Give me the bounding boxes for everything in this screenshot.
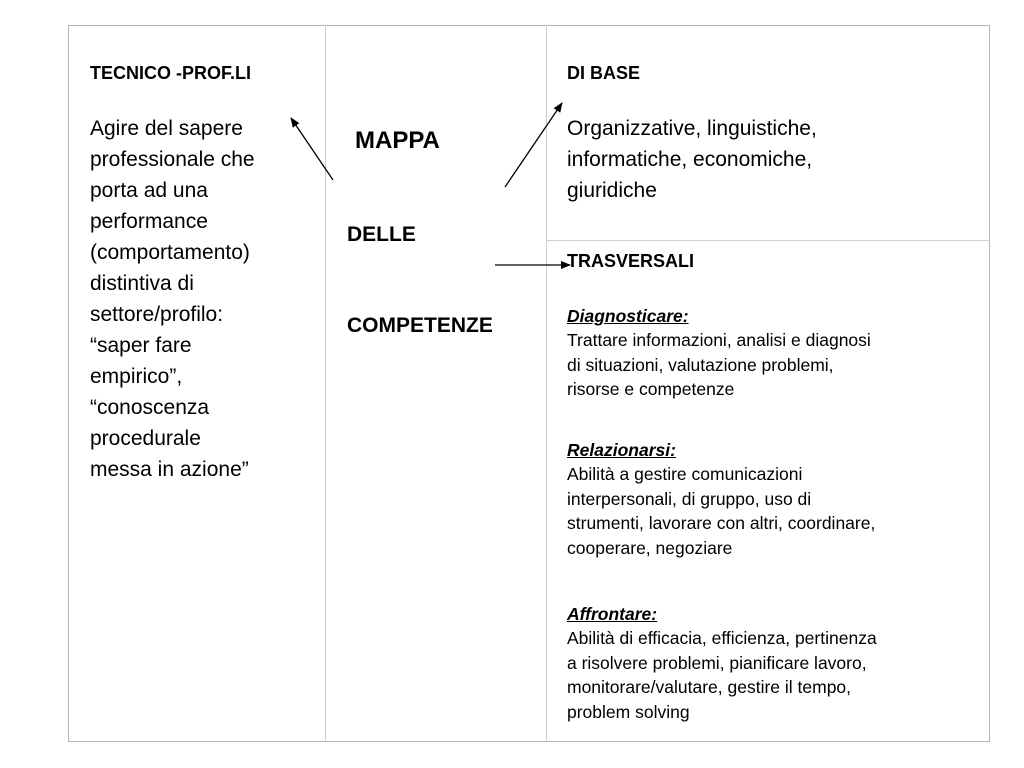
arrow-to-tecnico [291,118,333,180]
description-line: Agire del sapere [90,117,243,140]
description-line: procedurale [90,427,201,450]
description-line: distintiva di [90,272,194,295]
description-line: giuridiche [567,179,657,202]
center-title-competenze: COMPETENZE [347,314,493,337]
description-line: “conoscenza [90,396,210,419]
description-line: settore/profilo: [90,303,224,326]
section-line: strumenti, lavorare con altri, coordinare, [567,513,876,533]
description-line: (comportamento) [90,241,250,264]
description-line: performance [90,210,208,233]
section-line: cooperare, negoziare [567,537,733,558]
section-title: Relazionarsi: [567,440,676,460]
section-line: Abilità a gestire comunicazioni [567,464,803,484]
tecnico-prof-heading: TECNICO -PROF.LI [90,63,251,83]
description-line: empirico”, [90,365,183,388]
di-base-heading: DI BASE [567,63,641,83]
description-line: informatiche, economiche, [567,148,813,171]
description-line: professionale che [90,148,255,171]
section-line: di situazioni, valutazione problemi, [567,354,834,375]
description-line: porta ad una [90,179,208,202]
section-title: Diagnosticare: [567,306,689,326]
section-line: a risolvere problemi, pianificare lavoro, [567,652,867,673]
section-line: monitorare/valutare, gestire il tempo, [567,677,852,697]
section-title: Affrontare: [567,604,658,624]
section-line: problem solving [567,701,690,722]
description-line: “saper fare [90,334,192,357]
arrow-to-di-base [505,103,562,187]
center-title-mappa: MAPPA [355,127,440,154]
section-line: Abilità di efficacia, efficienza, pertinenza [567,628,877,648]
section-line: interpersonali, di gruppo, uso di [567,488,812,509]
center-title-delle: DELLE [347,223,416,246]
description-line: Organizzative, linguistiche, [567,117,817,140]
section-line: Trattare informazioni, analisi e diagnosi [567,330,871,350]
trasversali-heading: TRASVERSALI [567,251,695,271]
section-line: risorse e competenze [567,379,735,399]
description-line: messa in azione” [90,458,249,481]
